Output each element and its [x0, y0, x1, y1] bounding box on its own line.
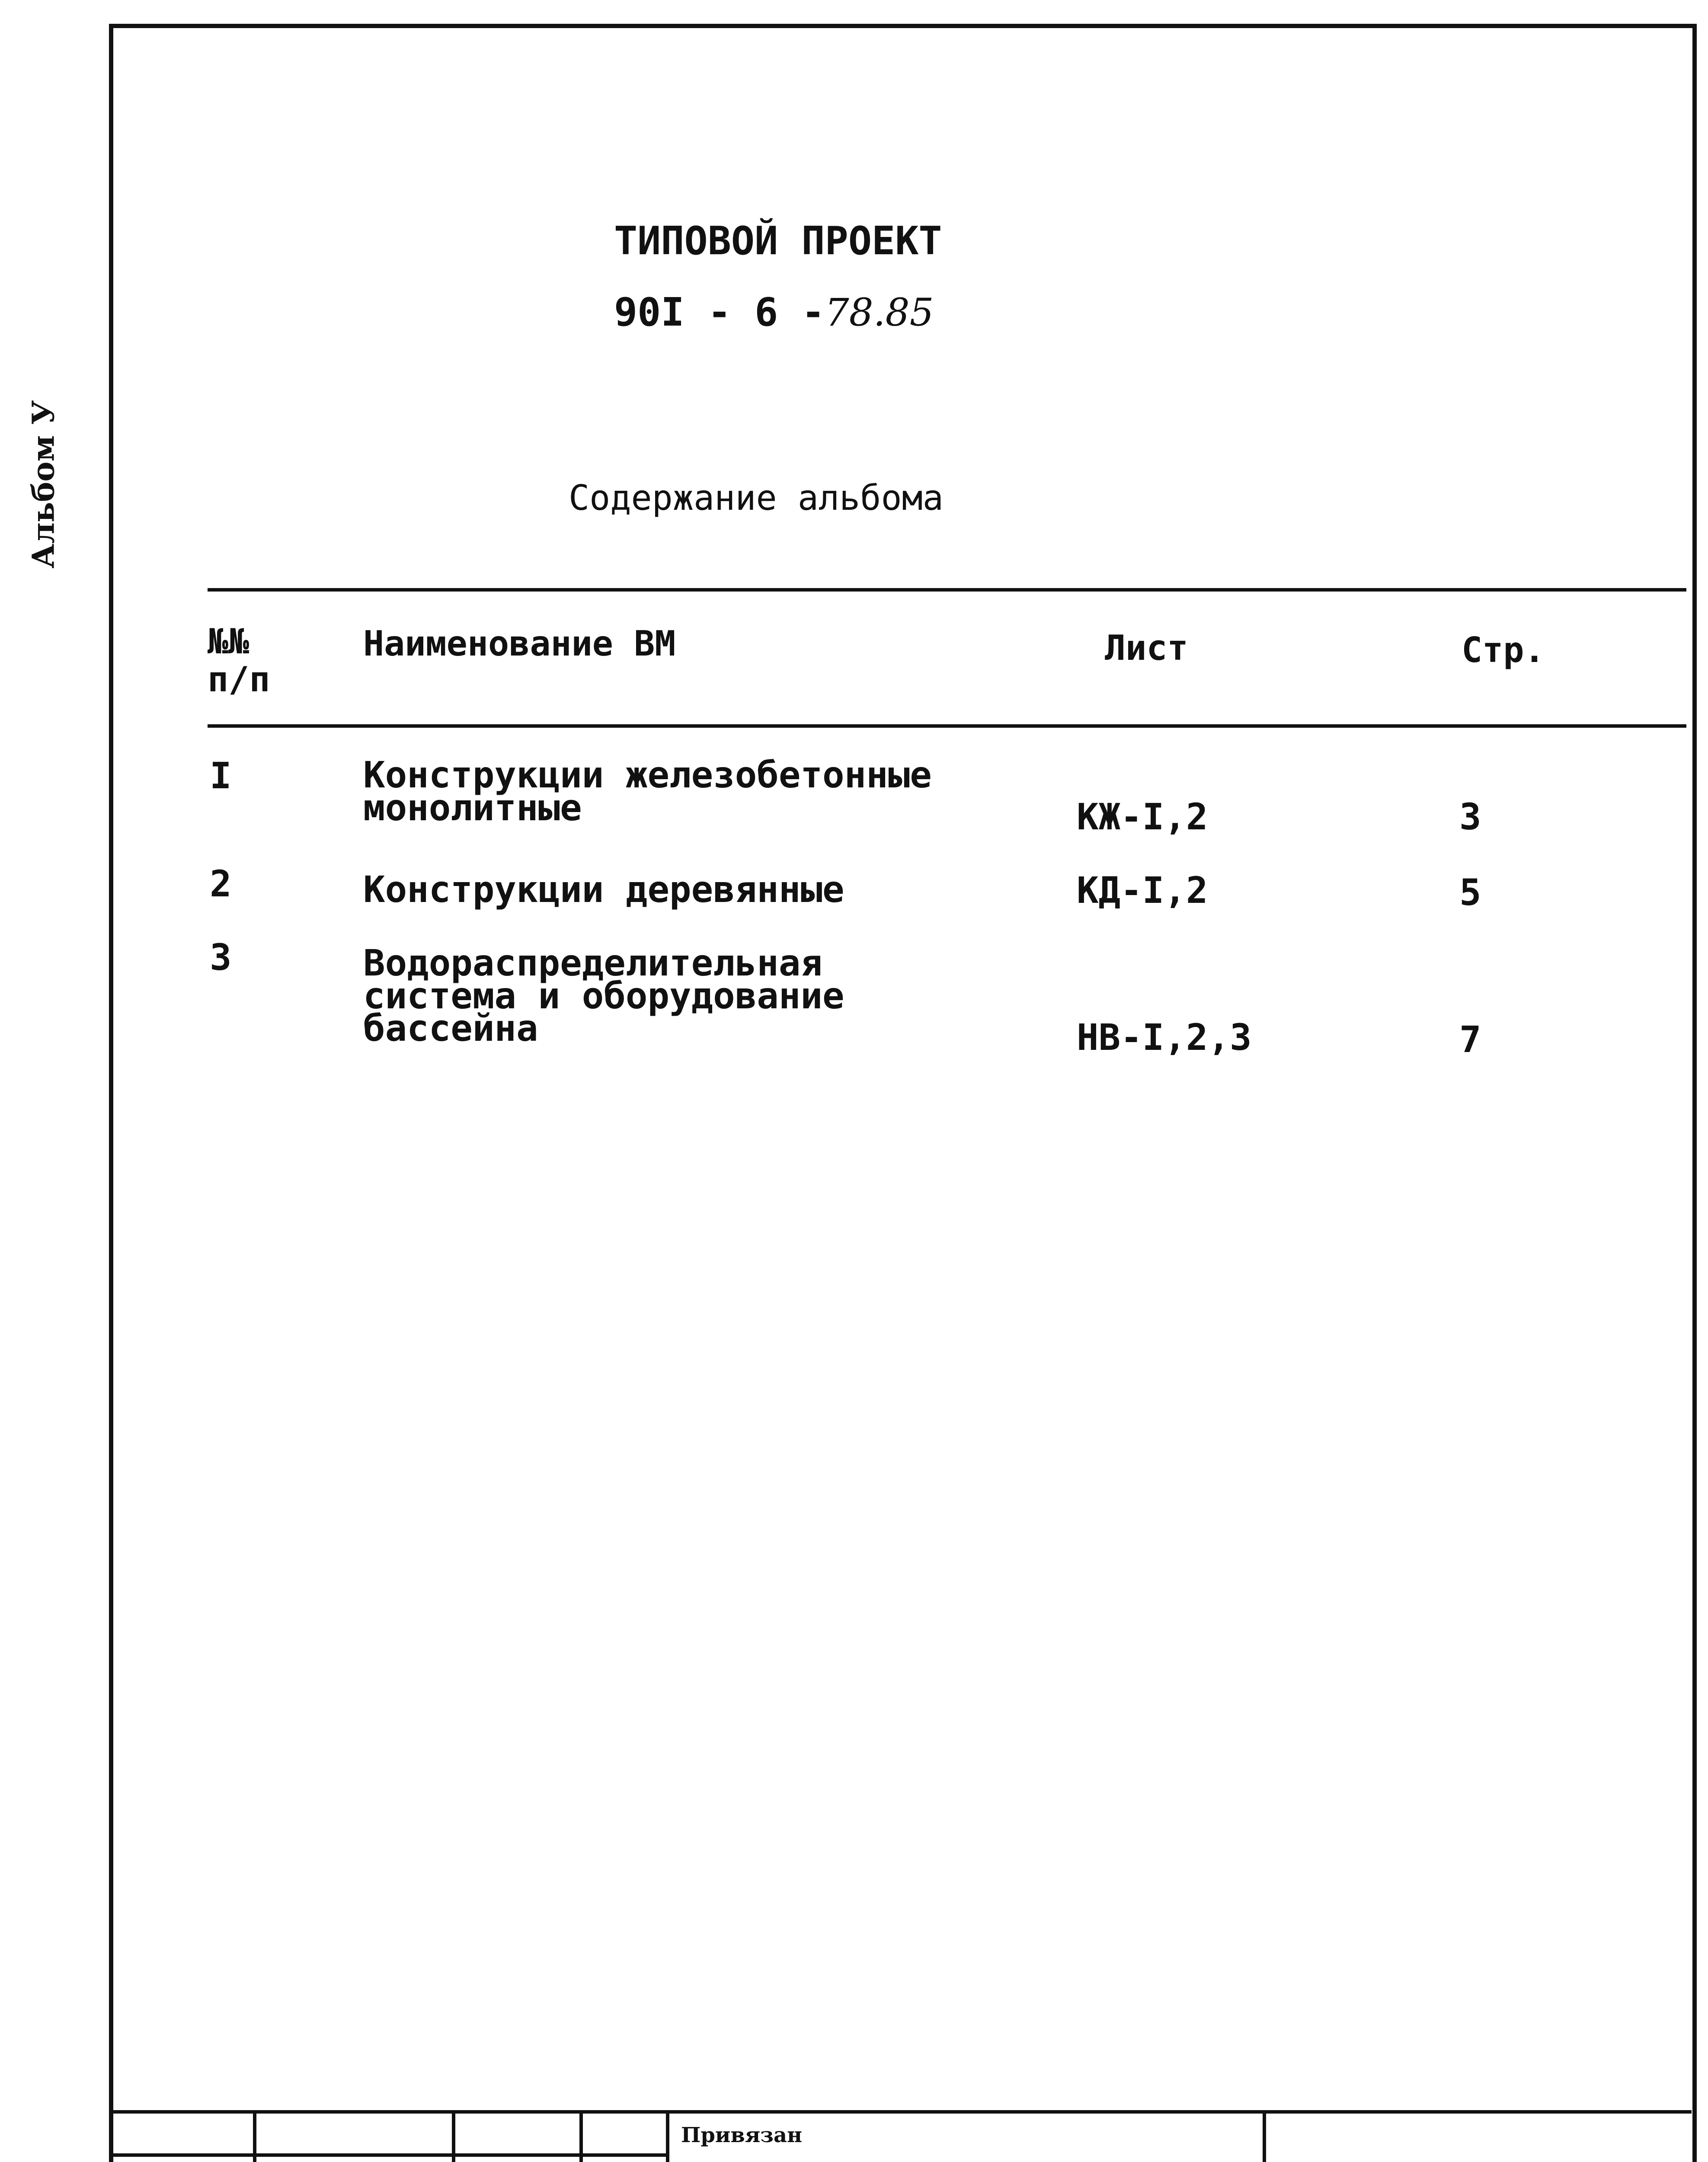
col-header-page: Стр. [1462, 630, 1545, 670]
project-code-prefix: 90I - 6 - [614, 290, 825, 335]
contents-title: Содержание альбома [569, 478, 944, 518]
table-top-rule [208, 588, 1686, 592]
row-3-name-line: Водораспределительная [363, 942, 823, 984]
project-code [614, 290, 934, 335]
row-3-name-line: бассейна [363, 1007, 538, 1050]
album-label: Альбом У [25, 400, 61, 569]
row-2-page: 5 [1459, 871, 1481, 914]
row-1-num: I [210, 755, 232, 797]
row-3-name [363, 942, 844, 1050]
row-3-num: 3 [210, 936, 232, 979]
title-block-col-rule [452, 2110, 455, 2162]
project-code-handwritten: 78.85 [825, 290, 934, 335]
title-block-col-rule [579, 2110, 583, 2162]
title-block-col-rule [1263, 2110, 1266, 2162]
row-2-name [363, 868, 844, 911]
col-header-num [208, 623, 270, 699]
side-label [13, 376, 74, 592]
col-header-num-line1: №№ [208, 621, 249, 662]
col-header-sheet: Лист [1105, 628, 1188, 668]
table-header-rule [208, 724, 1686, 728]
col-header-name: Наименование ВМ [363, 624, 676, 664]
row-1-name [363, 754, 932, 829]
row-3-sheet: НВ-I,2,3 [1077, 1016, 1252, 1059]
row-3-page: 7 [1459, 1018, 1481, 1061]
row-3-name-line: система и оборудование [363, 974, 844, 1017]
privyazan-label: Привязан [681, 2123, 803, 2147]
title-block-col-rule [253, 2110, 256, 2162]
title-block-row-rule [113, 2153, 667, 2157]
col-header-num-line2: п/п [208, 659, 270, 700]
row-2-num: 2 [210, 863, 232, 905]
row-1-name-line: Конструкции железобетонные [363, 754, 932, 796]
title-block-top-rule [109, 2110, 1692, 2114]
project-type-title: ТИПОВОЙ ПРОЕКТ [614, 218, 942, 264]
row-2-name-line: Конструкции деревянные [363, 868, 844, 911]
row-1-sheet: КЖ-I,2 [1077, 796, 1208, 838]
row-2-sheet: КД-I,2 [1077, 869, 1208, 911]
title-block-col-rule [666, 2110, 669, 2162]
row-1-page: 3 [1459, 796, 1481, 838]
drawing-frame [109, 24, 1697, 2162]
row-1-name-line: монолитные [363, 786, 582, 829]
